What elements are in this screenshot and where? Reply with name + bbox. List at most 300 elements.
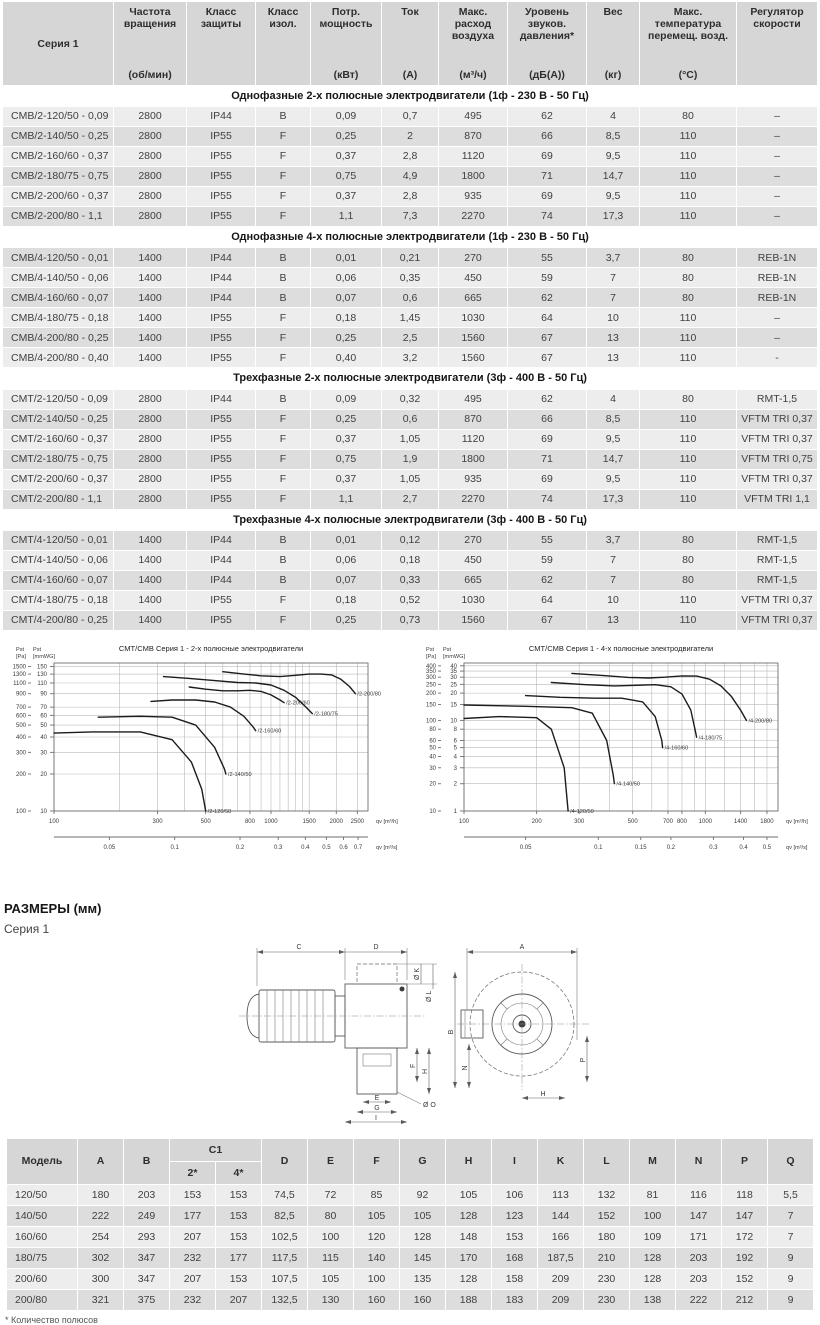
curve-label: /2-200/80 — [357, 691, 382, 698]
dims-value-cell: 74,5 — [262, 1185, 307, 1205]
spec-value-cell: 62 — [508, 107, 586, 126]
dims-value-cell: 144 — [538, 1206, 583, 1226]
spec-value-cell: 80 — [640, 551, 736, 570]
y-tick-mmwg: 40 — [450, 663, 457, 670]
spec-value-cell: IP44 — [187, 551, 255, 570]
y-tick-mmwg: 60 — [40, 713, 47, 720]
dims-model-cell: 140/50 — [7, 1206, 77, 1226]
spec-value-cell: F — [256, 308, 310, 327]
spec-value-cell: 1800 — [439, 450, 507, 469]
dims-value-cell: 207 — [170, 1269, 215, 1289]
dims-subcol: 4* — [216, 1162, 261, 1184]
spec-value-cell: 0,07 — [311, 288, 381, 307]
dims-value-cell: 9 — [768, 1248, 813, 1268]
spec-data-row — [3, 107, 817, 126]
dims-value-cell: 132,5 — [262, 1290, 307, 1310]
dims-value-cell: 100 — [354, 1269, 399, 1289]
spec-value-cell: 1,1 — [311, 490, 381, 509]
dims-model-cell: 200/60 — [7, 1269, 77, 1289]
spec-value-cell: 110 — [640, 167, 736, 186]
spec-value-cell: 2 — [382, 127, 438, 146]
spec-value-cell: VFTM TRI 0,37 — [737, 591, 817, 610]
spec-value-cell: IP44 — [187, 107, 255, 126]
dims-value-cell: 80 — [308, 1206, 353, 1226]
dims-value-cell: 210 — [584, 1248, 629, 1268]
spec-value-cell: 110 — [640, 430, 736, 449]
dim-label-c: C — [296, 943, 302, 951]
spec-value-cell: 110 — [640, 470, 736, 489]
spec-value-cell: 0,52 — [382, 591, 438, 610]
spec-value-cell: 4,9 — [382, 167, 438, 186]
spec-col-label: Класс защиты — [200, 6, 242, 31]
spec-value-cell: 2270 — [439, 207, 507, 226]
spec-value-cell: 1400 — [114, 348, 186, 367]
dims-value-cell: 209 — [538, 1269, 583, 1289]
curve-/4-200/80 — [572, 673, 747, 720]
spec-value-cell: 2800 — [114, 127, 186, 146]
spec-value-cell: IP55 — [187, 470, 255, 489]
x-tick-m3s: 0.5 — [322, 844, 331, 851]
spec-value-cell: 10 — [587, 308, 639, 327]
spec-value-cell: F — [256, 187, 310, 206]
dims-value-cell: 187,5 — [538, 1248, 583, 1268]
spec-value-cell: IP44 — [187, 248, 255, 267]
dims-value-cell: 102,5 — [262, 1227, 307, 1247]
spec-data-row — [3, 348, 817, 367]
spec-value-cell: B — [256, 107, 310, 126]
dims-value-cell: 203 — [124, 1185, 169, 1205]
spec-value-cell: 935 — [439, 187, 507, 206]
spec-value-cell: IP44 — [187, 288, 255, 307]
spec-value-cell: 0,7 — [382, 107, 438, 126]
spec-value-cell: 495 — [439, 390, 507, 409]
curve-label: /4-180/75 — [698, 735, 723, 742]
spec-value-cell: – — [737, 308, 817, 327]
y-tick-pa: 1500 — [12, 664, 26, 671]
spec-value-cell: 110 — [640, 490, 736, 509]
spec-value-cell: 1400 — [114, 591, 186, 610]
dims-value-cell: 145 — [400, 1248, 445, 1268]
spec-data-row — [3, 308, 817, 327]
spec-value-cell: 8,5 — [587, 410, 639, 429]
header-wrap — [116, 6, 184, 82]
curve-label: /4-200/80 — [748, 718, 773, 725]
y-axis-name-pa: Pst — [16, 646, 25, 653]
x-tick-m3h: 2000 — [329, 818, 343, 825]
spec-section-title: Трехфазные 4-х полюсные электродвигатели (3ф - 400 В - 50 Гц) — [3, 510, 817, 530]
dims-value-cell: 207 — [216, 1290, 261, 1310]
spec-value-cell: IP55 — [187, 308, 255, 327]
spec-model-cell: CMT/4-140/50 - 0,06 — [3, 551, 113, 570]
spec-value-cell: 0,37 — [311, 147, 381, 166]
spec-col-label: Регулятор скорости — [750, 6, 804, 31]
spec-col-header — [640, 2, 736, 85]
dims-value-cell: 188 — [446, 1290, 491, 1310]
spec-col-unit: (об/мин) — [128, 69, 172, 82]
spec-value-cell: 80 — [640, 268, 736, 287]
dims-col-I: I — [492, 1139, 537, 1184]
dims-value-cell: 115 — [308, 1248, 353, 1268]
dims-value-cell: 7 — [768, 1206, 813, 1226]
spec-col-header — [508, 2, 586, 85]
spec-value-cell: – — [737, 207, 817, 226]
dims-value-cell: 160 — [400, 1290, 445, 1310]
spec-value-cell: 0,40 — [311, 348, 381, 367]
spec-value-cell: 17,3 — [587, 207, 639, 226]
dims-value-cell: 183 — [492, 1290, 537, 1310]
dim-label-n: N — [462, 1065, 469, 1071]
spec-value-cell: IP55 — [187, 328, 255, 347]
spec-value-cell: 450 — [439, 268, 507, 287]
dims-col-H: H — [446, 1139, 491, 1184]
dims-value-cell: 152 — [722, 1269, 767, 1289]
spec-value-cell: F — [256, 328, 310, 347]
x-tick-m3s: 0.3 — [274, 844, 283, 851]
dims-value-cell: 105 — [308, 1269, 353, 1289]
dims-data-row — [7, 1227, 813, 1247]
y-tick-mmwg: 5 — [453, 745, 457, 752]
spec-value-cell: 0,75 — [311, 167, 381, 186]
y-tick-pa: 400 — [15, 734, 26, 741]
spec-value-cell: 1400 — [114, 571, 186, 590]
spec-data-row — [3, 470, 817, 489]
y-tick-pa: 100 — [425, 718, 436, 725]
spec-value-cell: 2800 — [114, 207, 186, 226]
spec-model-cell: CMB/2-200/60 - 0,37 — [3, 187, 113, 206]
spec-value-cell: VFTM TRI 0,37 — [737, 410, 817, 429]
spec-value-cell: RMT-1,5 — [737, 551, 817, 570]
spec-value-cell: VFTM TRI 0,37 — [737, 430, 817, 449]
spec-value-cell: B — [256, 288, 310, 307]
spec-value-cell: 1400 — [114, 531, 186, 550]
dims-value-cell: 160 — [354, 1290, 399, 1310]
spec-value-cell: 0,12 — [382, 531, 438, 550]
spec-model-cell: CMT/4-160/60 - 0,07 — [3, 571, 113, 590]
spec-value-cell: 14,7 — [587, 167, 639, 186]
x-tick-m3s: 0.1 — [594, 844, 603, 851]
spec-value-cell: 1,9 — [382, 450, 438, 469]
header-wrap — [384, 6, 436, 82]
spec-value-cell: 1800 — [439, 167, 507, 186]
spec-data-row — [3, 490, 817, 509]
spec-data-row — [3, 611, 817, 630]
spec-value-cell: 110 — [640, 127, 736, 146]
spec-value-cell: 2800 — [114, 430, 186, 449]
y-axis-name-mmwg: Pst — [33, 646, 42, 653]
dims-col-c1: C1 — [170, 1139, 261, 1161]
spec-value-cell: 0,33 — [382, 571, 438, 590]
dims-col-model: Модель — [7, 1139, 77, 1184]
spec-model-cell: CMB/4-200/80 - 0,25 — [3, 328, 113, 347]
spec-value-cell: VFTM TRI 0,37 — [737, 470, 817, 489]
spec-value-cell: 870 — [439, 127, 507, 146]
spec-value-cell: 110 — [640, 328, 736, 347]
dims-value-cell: 128 — [446, 1206, 491, 1226]
dims-value-cell: 132 — [584, 1185, 629, 1205]
spec-value-cell: 7,3 — [382, 207, 438, 226]
dims-model-cell: 160/60 — [7, 1227, 77, 1247]
spec-value-cell: 935 — [439, 470, 507, 489]
spec-col-label: Макс. расход воздуха — [451, 6, 495, 43]
spec-value-cell: 71 — [508, 450, 586, 469]
dims-value-cell: 166 — [538, 1227, 583, 1247]
spec-value-cell: IP55 — [187, 187, 255, 206]
spec-model-cell: CMT/4-120/50 - 0,01 — [3, 531, 113, 550]
spec-value-cell: 1400 — [114, 611, 186, 630]
curve-label: /4-120/50 — [570, 808, 594, 815]
spec-value-cell: 7 — [587, 551, 639, 570]
header-wrap — [441, 6, 505, 82]
spec-value-cell: 1400 — [114, 268, 186, 287]
spec-value-cell: IP55 — [187, 147, 255, 166]
spec-value-cell: IP55 — [187, 410, 255, 429]
spec-value-cell: IP55 — [187, 430, 255, 449]
spec-value-cell: 9,5 — [587, 187, 639, 206]
dim-label-b: B — [448, 1029, 455, 1035]
spec-data-row — [3, 410, 817, 429]
y-tick-mmwg: 50 — [40, 722, 47, 729]
dims-value-cell: 100 — [308, 1227, 353, 1247]
spec-value-cell: 1400 — [114, 308, 186, 327]
spec-value-cell: 270 — [439, 248, 507, 267]
spec-value-cell: F — [256, 207, 310, 226]
spec-value-cell: 1,05 — [382, 470, 438, 489]
y-tick-mmwg: 10 — [40, 808, 47, 815]
spec-col-label: Частота вращения — [123, 6, 177, 31]
spec-value-cell: 8,5 — [587, 127, 639, 146]
spec-value-cell: 64 — [508, 308, 586, 327]
spec-value-cell: 14,7 — [587, 450, 639, 469]
dims-value-cell: 232 — [170, 1290, 215, 1310]
spec-col-label: Уровень звуков. давления* — [519, 6, 575, 43]
spec-section-title-row — [3, 510, 817, 530]
y-tick-pa: 300 — [425, 674, 436, 681]
spec-col-unit: (м³/ч) — [459, 69, 487, 82]
y-tick-mmwg: 30 — [40, 750, 47, 757]
spec-value-cell: 3,2 — [382, 348, 438, 367]
spec-value-cell: 2,8 — [382, 147, 438, 166]
spec-model-cell: CMT/2-140/50 - 0,25 — [3, 410, 113, 429]
spec-data-row — [3, 268, 817, 287]
spec-col-label: Макс. температура перемещ. возд. — [648, 6, 728, 43]
spec-value-cell: 0,06 — [311, 268, 381, 287]
spec-col-label: Потр. мощность — [319, 6, 373, 31]
spec-data-row — [3, 390, 817, 409]
dims-model-cell: 180/75 — [7, 1248, 77, 1268]
dims-value-cell: 347 — [124, 1248, 169, 1268]
spec-section-title-row — [3, 227, 817, 247]
dims-col-N: N — [676, 1139, 721, 1184]
spec-model-cell: CMB/4-120/50 - 0,01 — [3, 248, 113, 267]
spec-value-cell: 2800 — [114, 147, 186, 166]
spec-model-cell: CMB/2-140/50 - 0,25 — [3, 127, 113, 146]
spec-model-cell: CMB/2-120/50 - 0,09 — [3, 107, 113, 126]
dims-col-P: P — [722, 1139, 767, 1184]
technical-drawing-wrap — [0, 936, 820, 1128]
dims-value-cell: 81 — [630, 1185, 675, 1205]
dims-value-cell: 321 — [78, 1290, 123, 1310]
spec-value-cell: 69 — [508, 470, 586, 489]
spec-value-cell: B — [256, 390, 310, 409]
spec-value-cell: 80 — [640, 390, 736, 409]
chart-title: CMT/CMB Серия 1 - 2-х полюсные электродвигатели — [118, 643, 304, 653]
dims-value-cell: 293 — [124, 1227, 169, 1247]
dims-value-cell: 120 — [354, 1227, 399, 1247]
spec-value-cell: 1400 — [114, 328, 186, 347]
spec-value-cell: 0,37 — [311, 187, 381, 206]
spec-model-cell: CMB/2-180/75 - 0,75 — [3, 167, 113, 186]
spec-model-cell: CMT/2-180/75 - 0,75 — [3, 450, 113, 469]
dims-value-cell: 207 — [170, 1227, 215, 1247]
spec-col-header — [3, 2, 113, 85]
spec-value-cell: B — [256, 248, 310, 267]
dims-value-cell: 123 — [492, 1206, 537, 1226]
spec-value-cell: 1,1 — [311, 207, 381, 226]
dimension-table — [6, 1138, 814, 1311]
spec-value-cell: F — [256, 470, 310, 489]
dims-value-cell: 105 — [446, 1185, 491, 1205]
y-tick-mmwg: 70 — [40, 704, 47, 711]
dims-data-row — [7, 1290, 813, 1310]
dims-col-Q: Q — [768, 1139, 813, 1184]
y-tick-pa: 10 — [429, 808, 436, 815]
spec-value-cell: 55 — [508, 248, 586, 267]
spec-value-cell: 4 — [587, 390, 639, 409]
spec-col-header — [256, 2, 310, 85]
spec-value-cell: IP55 — [187, 450, 255, 469]
spec-value-cell: 870 — [439, 410, 507, 429]
dims-col-E: E — [308, 1139, 353, 1184]
spec-value-cell: 0,37 — [311, 430, 381, 449]
spec-col-label: Серия 1 — [37, 37, 79, 50]
x-tick-m3s: 0.5 — [762, 844, 772, 851]
x-tick-m3s: 0.4 — [301, 844, 310, 851]
dims-value-cell: 153 — [170, 1185, 215, 1205]
spec-col-label: Класс изол. — [267, 6, 299, 31]
spec-value-cell: B — [256, 268, 310, 287]
spec-header-row — [3, 2, 817, 85]
spec-value-cell: F — [256, 147, 310, 166]
chart-2pole-curves — [6, 639, 404, 885]
dims-value-cell: 171 — [676, 1227, 721, 1247]
dims-value-cell: 148 — [446, 1227, 491, 1247]
dims-value-cell: 212 — [722, 1290, 767, 1310]
dims-subcol: 2* — [170, 1162, 215, 1184]
y-tick-pa: 20 — [429, 781, 436, 788]
spec-value-cell: 2800 — [114, 470, 186, 489]
dim-label-i: I — [375, 1114, 377, 1122]
dimensions-heading: РАЗМЕРЫ (мм) — [4, 900, 102, 916]
dims-value-cell: 138 — [630, 1290, 675, 1310]
dims-value-cell: 168 — [492, 1248, 537, 1268]
spec-value-cell: 0,01 — [311, 248, 381, 267]
spec-value-cell: 1400 — [114, 248, 186, 267]
spec-value-cell: B — [256, 551, 310, 570]
spec-value-cell: 80 — [640, 531, 736, 550]
spec-value-cell: 71 — [508, 167, 586, 186]
spec-value-cell: 0,07 — [311, 571, 381, 590]
spec-value-cell: – — [737, 127, 817, 146]
dims-col-B: B — [124, 1139, 169, 1184]
spec-value-cell: B — [256, 531, 310, 550]
y-tick-mmwg: 2 — [453, 781, 457, 788]
spec-value-cell: 69 — [508, 187, 586, 206]
header-wrap — [5, 6, 111, 82]
x-tick-m3s: 0.3 — [709, 844, 718, 851]
curve-label: /2-160/60 — [257, 728, 282, 735]
spec-value-cell: – — [737, 147, 817, 166]
spec-value-cell: 1560 — [439, 328, 507, 347]
x-tick-m3s: 0.4 — [739, 844, 748, 851]
dims-col-D: D — [262, 1139, 307, 1184]
spec-model-cell: CMT/4-200/80 - 0,25 — [3, 611, 113, 630]
dims-value-cell: 375 — [124, 1290, 169, 1310]
spec-value-cell: 7 — [587, 288, 639, 307]
spec-section-title: Однофазные 4-х полюсные электродвигатели (1ф - 230 В - 50 Гц) — [3, 227, 817, 247]
poles-footnote: * Количество полюсов — [5, 1314, 98, 1325]
x-tick-m3h: 500 — [200, 818, 211, 825]
curve-label: /2-140/50 — [227, 771, 252, 778]
spec-data-row — [3, 328, 817, 347]
y-tick-mmwg: 40 — [40, 734, 47, 741]
dims-col-M: M — [630, 1139, 675, 1184]
spec-col-header — [187, 2, 255, 85]
dims-value-cell: 117,5 — [262, 1248, 307, 1268]
spec-value-cell: 80 — [640, 571, 736, 590]
dims-value-cell: 147 — [676, 1206, 721, 1226]
y-axis-unit-mmwg: [mmWG] — [33, 653, 56, 660]
y-tick-pa: 250 — [425, 682, 436, 689]
spec-value-cell: 0,6 — [382, 410, 438, 429]
dims-value-cell: 153 — [216, 1269, 261, 1289]
spec-data-row — [3, 591, 817, 610]
spec-value-cell: – — [737, 328, 817, 347]
spec-value-cell: 66 — [508, 410, 586, 429]
spec-data-row — [3, 248, 817, 267]
y-tick-pa: 40 — [429, 754, 436, 761]
y-tick-pa: 150 — [425, 702, 436, 709]
y-tick-mmwg: 110 — [37, 680, 47, 687]
spec-value-cell: 2800 — [114, 187, 186, 206]
dims-value-cell: 116 — [676, 1185, 721, 1205]
header-wrap — [189, 6, 253, 82]
spec-value-cell: 1560 — [439, 611, 507, 630]
chart-title: CMT/CMB Серия 1 - 4-х полюсные электродвигатели — [528, 643, 714, 653]
header-wrap — [313, 6, 379, 82]
spec-value-cell: 1120 — [439, 147, 507, 166]
spec-value-cell: F — [256, 127, 310, 146]
spec-model-cell: CMT/2-200/80 - 1,1 — [3, 490, 113, 509]
dims-value-cell: 302 — [78, 1248, 123, 1268]
spec-value-cell: 59 — [508, 551, 586, 570]
spec-value-cell: 0,25 — [311, 127, 381, 146]
spec-col-unit: (кВт) — [333, 69, 359, 82]
dims-data-row — [7, 1206, 813, 1226]
spec-value-cell: 69 — [508, 430, 586, 449]
spec-value-cell: 0,18 — [382, 551, 438, 570]
spec-value-cell: 62 — [508, 571, 586, 590]
dims-value-cell: 203 — [676, 1269, 721, 1289]
spec-model-cell: CMB/4-140/50 - 0,06 — [3, 268, 113, 287]
dim-label-o: Ø O — [423, 1101, 436, 1109]
dims-value-cell: 153 — [492, 1227, 537, 1247]
chart-4pole-curves — [416, 639, 814, 885]
spec-col-header — [114, 2, 186, 85]
y-tick-mmwg: 90 — [40, 691, 47, 698]
spec-value-cell: 450 — [439, 551, 507, 570]
spec-data-row — [3, 571, 817, 590]
dims-value-cell: 82,5 — [262, 1206, 307, 1226]
